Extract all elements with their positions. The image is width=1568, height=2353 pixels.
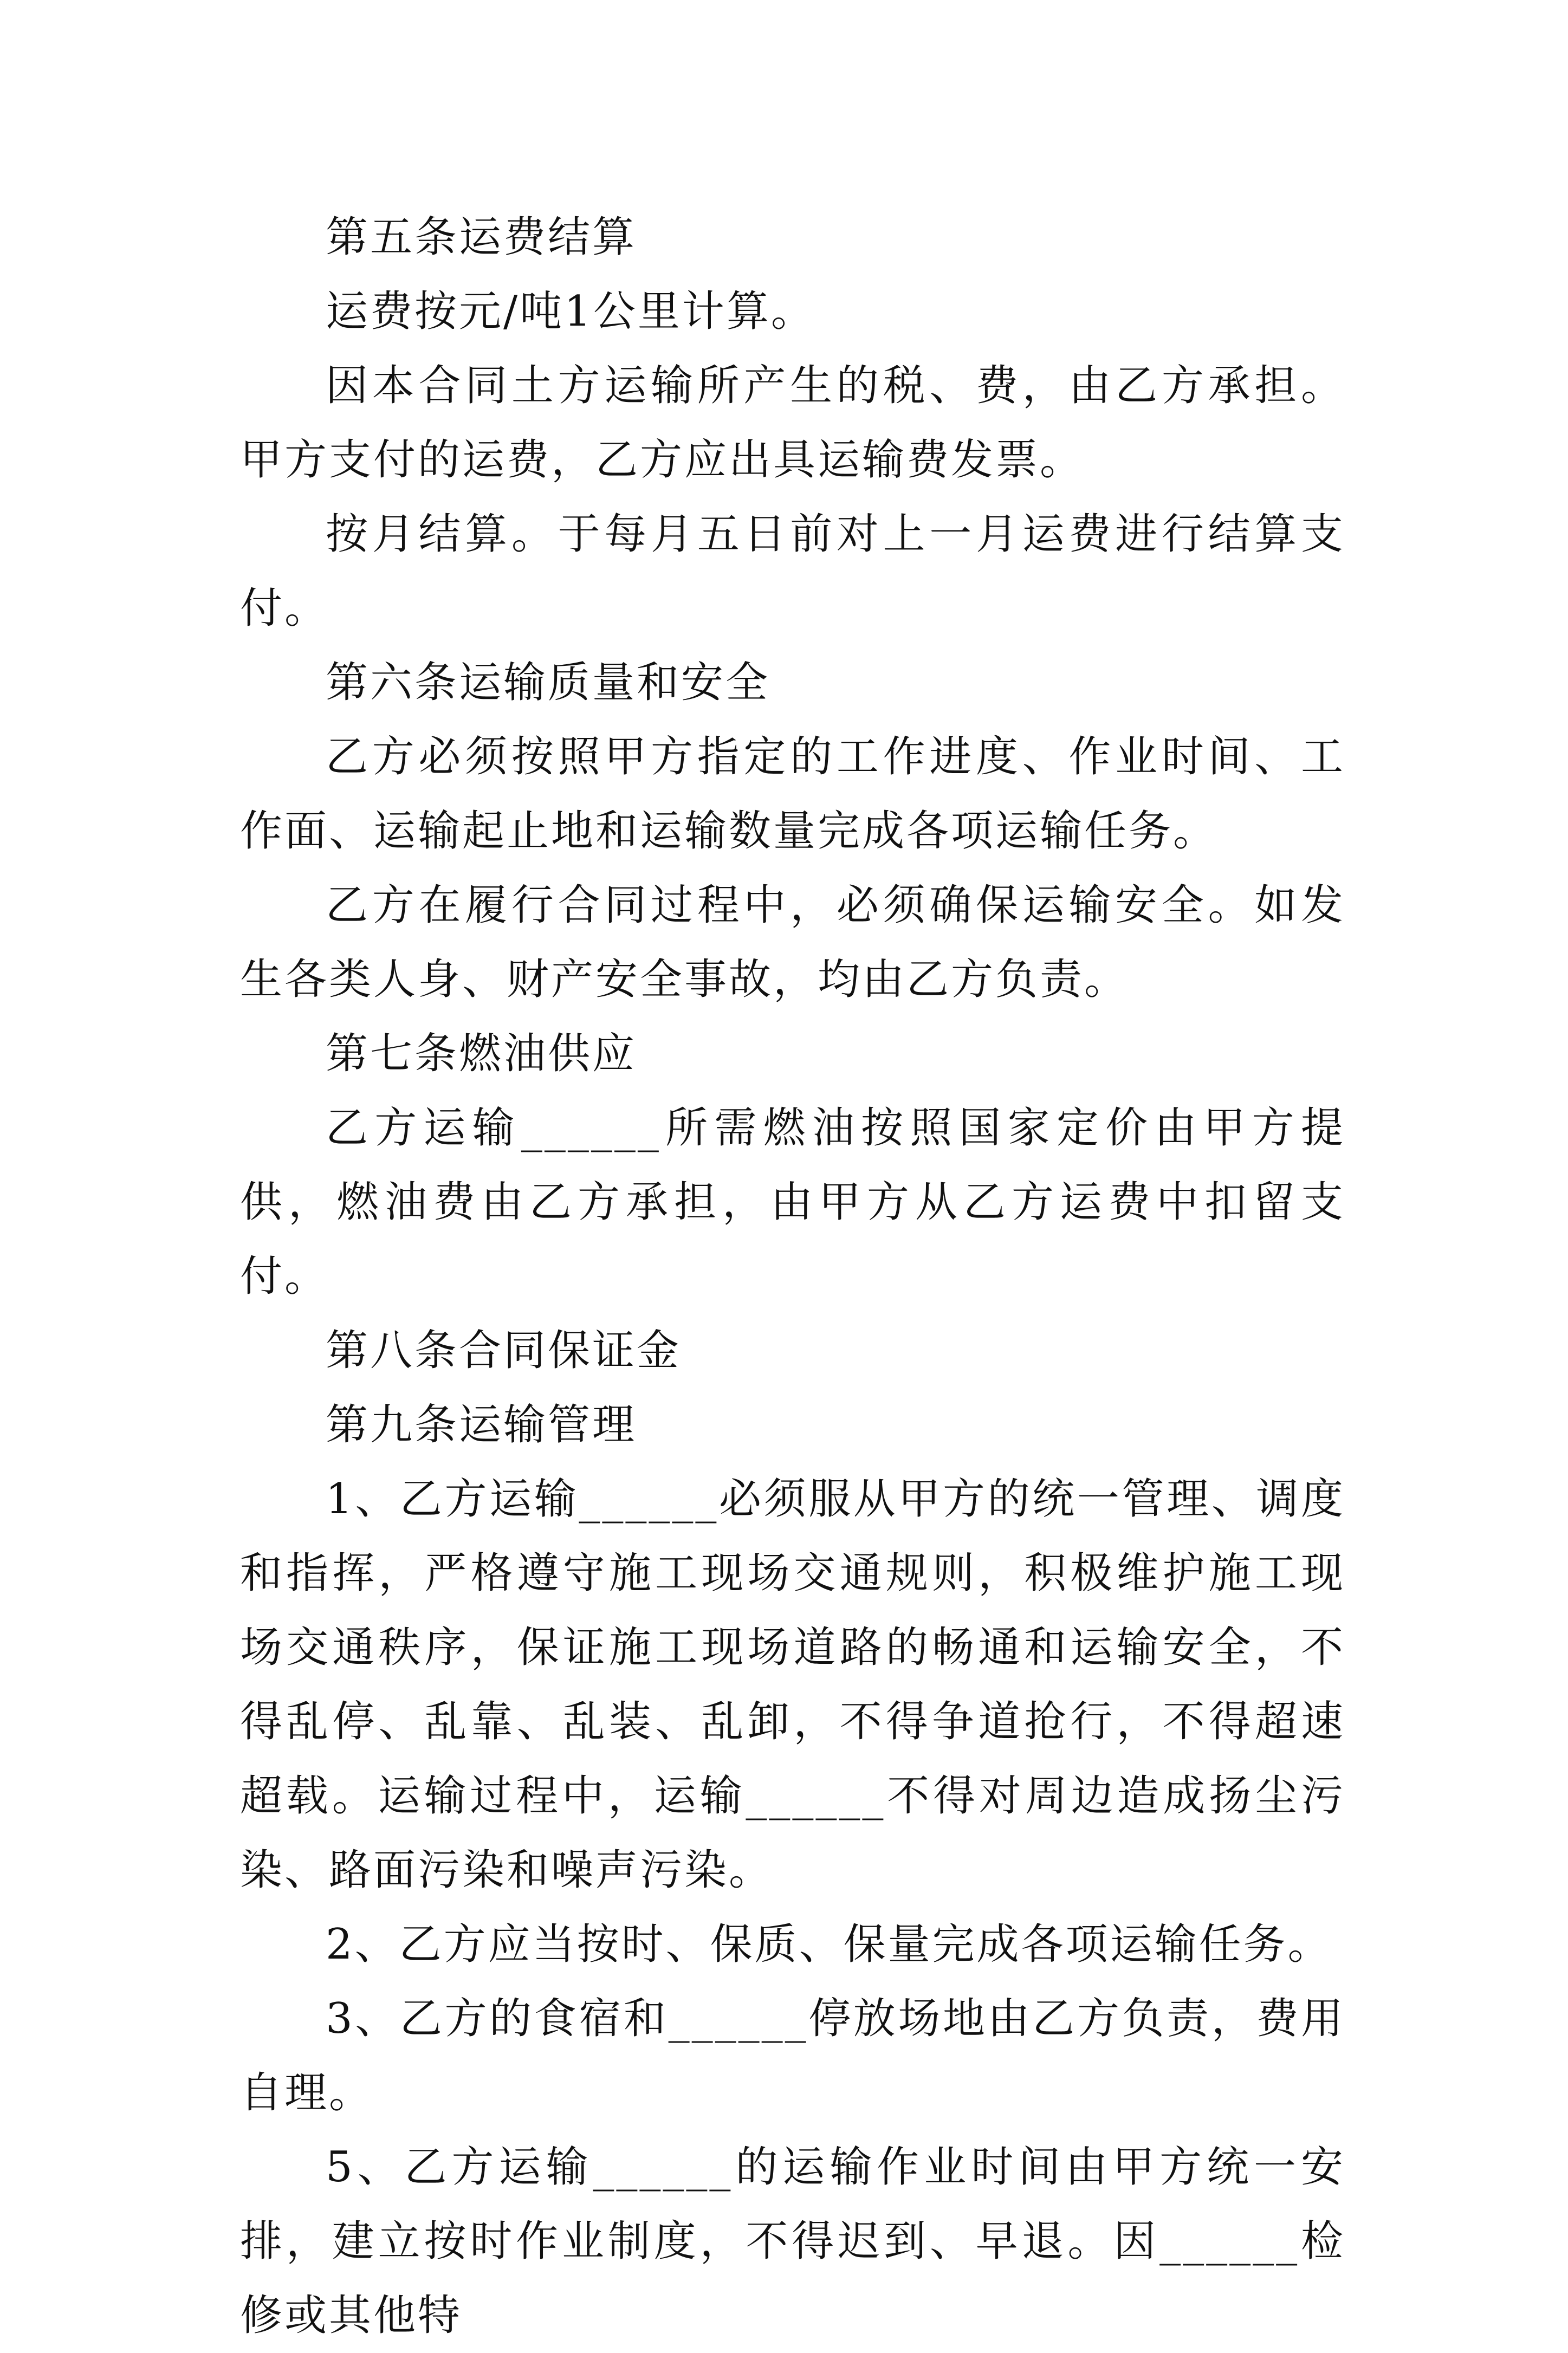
paragraph-fuel-supply: 乙方运输______所需燃油按照国家定价由甲方提供，燃油费由乙方承担，由甲方从乙方运费中扣留支付。 <box>240 1104 1345 1301</box>
heading-article-6: 第六条运输质量和安全 <box>326 658 770 707</box>
clause-3-lodging: 3、乙方的食宿和______停放场地由乙方负责，费用自理。 <box>240 1994 1345 2117</box>
paragraph-taxes-invoice: 因本合同土方运输所产生的税、费，由乙方承担。甲方支付的运费，乙方应出具运输费发票。 <box>240 361 1345 484</box>
paragraph-monthly-settlement: 按月结算。于每月五日前对上一月运费进行结算支付。 <box>240 510 1345 633</box>
document-body <box>240 200 1345 2353</box>
heading-article-7: 第七条燃油供应 <box>326 1029 637 1078</box>
clause-5-schedule: 5、乙方运输______的运输作业时间由甲方统一安排，建立按时作业制度，不得迟到、早退。因______检修或其他特 <box>240 2143 1345 2340</box>
paragraph-transport-tasks: 乙方必须按照甲方指定的工作进度、作业时间、工作面、运输起止地和运输数量完成各项运输任务。 <box>240 733 1345 855</box>
heading-article-5: 第五条运费结算 <box>326 213 637 262</box>
clause-1-management: 1、乙方运输______必须服从甲方的统一管理、调度和指挥，严格遵守施工现场交通规则，积极维护施工现场交通秩序，保证施工现场道路的畅通和运输安全，不得乱停、乱靠、乱装、乱卸，不得争道抢行，不得超速超载。运输过程中，运输______不得对周边造成扬尘污染、路面污染和噪声污染。 <box>240 1475 1345 1895</box>
heading-article-9: 第九条运输管理 <box>326 1401 637 1449</box>
clause-2-completion: 2、乙方应当按时、保质、保量完成各项运输任务。 <box>326 1920 1332 1969</box>
heading-article-8: 第八条合同保证金 <box>326 1326 682 1375</box>
paragraph-freight-rate: 运费按元/吨1公里计算。 <box>326 287 815 336</box>
paragraph-transport-safety: 乙方在履行合同过程中，必须确保运输安全。如发生各类人身、财产安全事故，均由乙方负责。 <box>240 881 1345 1004</box>
